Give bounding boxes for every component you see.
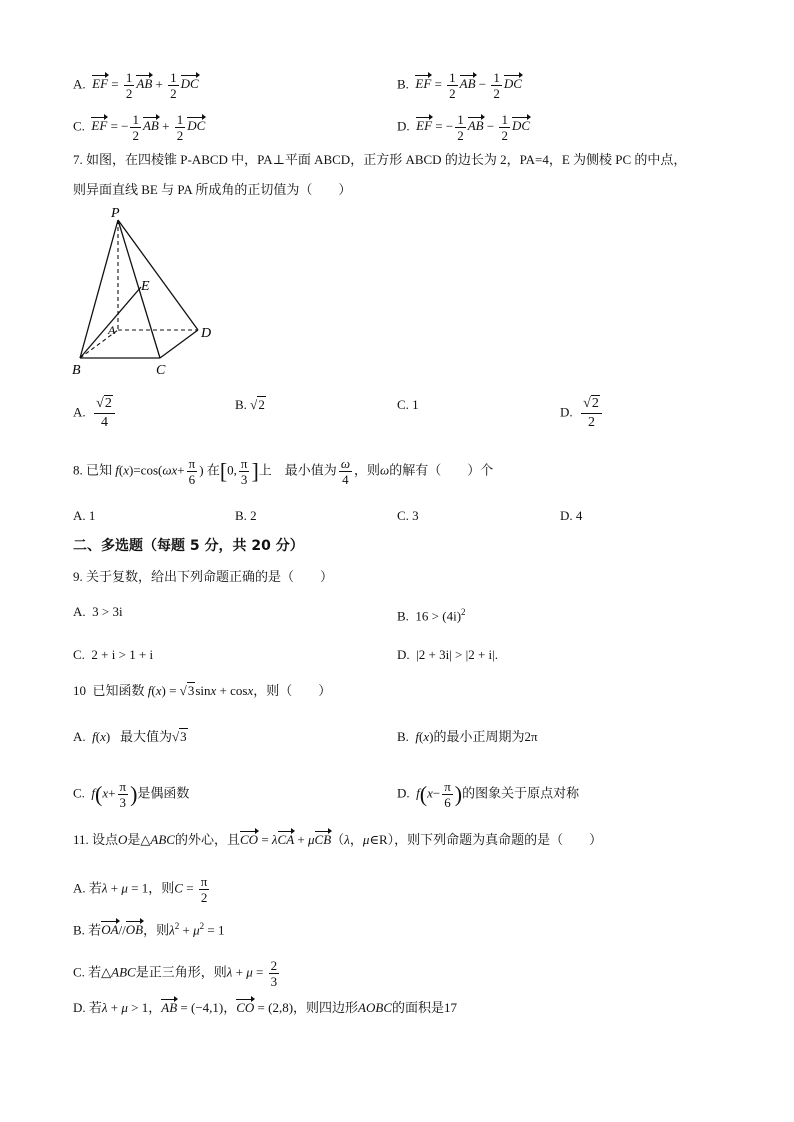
q8-option-a: A. 1 [73,508,96,523]
q8-stem: 8. 已知 f(x)=cos(ωx+ $\frac{\pi}{6}$ ) 在[0, $\frac{\pi}{3}$ ]上 最小值为 $\frac{\omega}{4}$ ，则ω的解有（ ）个 [73,456,494,487]
q9-option-d: D. |2 + 3i| > |2 + i|. [397,647,499,662]
q7-pyramid-figure [68,204,228,380]
q6-option-b: B. EF = $\frac{1}{2}$ AB − $\frac{1}{2}$ DC [397,70,522,101]
q9-option-a: A. 3 > 3i [73,604,123,619]
section-title: 二、多选题（每题 5 分，共 20 分） [73,538,304,554]
q11-option-d: D. 若λ + μ > 1，AB = (−4,1)，CO = (2,8)，则四边形AOBC的面积是17 [73,998,457,1018]
q7-option-a: A. $\frac{√2}{4}$ [73,395,117,432]
q8-option-c: C. 3 [397,508,419,523]
label-b: B [72,363,81,378]
q10-option-a: A. f(x) 最大值为√3 [73,729,187,744]
q11-option-b: B. 若OA//OB，则$\lambda^2 + \mu^2 = 1$ [73,916,224,940]
q7-option-c: C. 1 [397,397,419,412]
q8-option-d: D. 4 [560,508,583,523]
q8-option-b: B. 2 [235,508,257,523]
q11-option-c: C. 若△ABC是正三角形，则λ + μ = $\frac{2}{3}$ [73,958,278,989]
q10-option-d: D. f(x− $\frac{\pi}{6}$ )的图象关于原点对称 [397,779,580,810]
q6-option-d: D. EF = − $\frac{1}{2}$ AB − $\frac{1}{2}$ DC [397,112,530,143]
q9-stem: 9. 关于复数，给出下列命题正确的是（ ） [73,569,334,584]
q6-option-a: A. EF = $\frac{1}{2}$ AB + $\frac{1}{2}$ DC [73,70,199,101]
q10-stem: 10 已知函数 f(x) = √3sinx + cosx，则（ ） [73,683,332,698]
q7-stem-line1: 7. 如图，在四棱锥 P-ABCD 中，PA⊥平面 ABCD，正方形 ABCD 的边长为 2，PA=4，E 为侧棱 PC 的中点， [73,152,687,167]
q7-option-b: B. √2 [235,397,265,412]
q11-option-a: A. 若λ + μ = 1，则C = $\frac{\pi}{2}$ [73,874,208,905]
q7-stem-line2: 则异面直线 BE 与 PA 所成角的正切值为（ ） [73,182,352,197]
label-c: C [156,363,166,378]
q10-option-b: B. f(x)的最小正周期为2π [397,729,538,744]
q6-option-c: C. EF = − $\frac{1}{2}$ AB + $\frac{1}{2}$ DC [73,112,206,143]
label-e: E [141,279,150,294]
label-d: D [201,326,212,341]
q7-option-d: D. $\frac{√2}{2}$ [560,395,604,432]
q9-option-b: B. $16 > (4i)^2$ [397,607,466,624]
label-p: P [111,206,120,221]
q10-option-c: C. f(x+ $\frac{\pi}{3}$ )是偶函数 [73,779,190,810]
q11-stem: 11. 设点O是△ABC的外心，且CO = λCA + μCB（λ，μ∈R），则下列命题为真命题的是（ ） [73,830,602,850]
label-a: A [108,323,116,337]
q9-option-c: C. 2 + i > 1 + i [73,647,154,662]
